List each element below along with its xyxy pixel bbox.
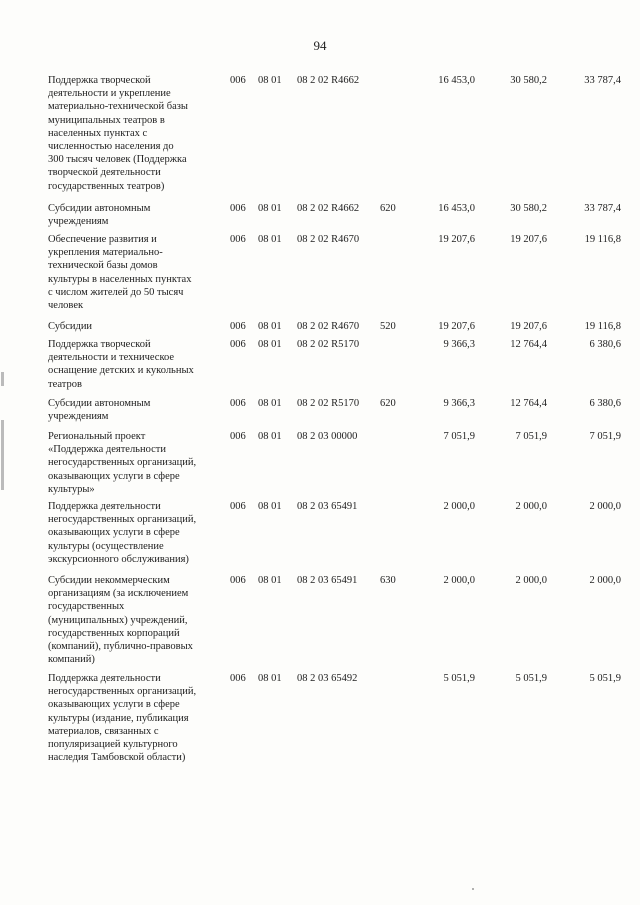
description-line: Региональный проект bbox=[48, 431, 146, 442]
adm-code: 006 bbox=[230, 339, 246, 350]
description-line: творческой деятельности bbox=[48, 167, 161, 179]
description-line: учреждениям bbox=[48, 216, 109, 228]
description-line: технической базы домов bbox=[48, 260, 158, 272]
description-line: деятельности и техническое bbox=[48, 352, 175, 364]
section-code: 08 01 bbox=[258, 431, 282, 442]
row-description bbox=[48, 430, 233, 496]
description-line: театров bbox=[48, 378, 82, 390]
description-line: экскурсионного обслуживания) bbox=[48, 553, 189, 565]
target-article: 08 2 03 65492 bbox=[297, 673, 358, 684]
target-article: 08 2 02 R4662 bbox=[297, 75, 360, 86]
amount-year-2: 2 000,0 bbox=[515, 575, 547, 586]
description-line: Субсидии автономным bbox=[48, 203, 151, 214]
amount-year-1: 2 000,0 bbox=[443, 501, 475, 512]
amount-year-2: 19 207,6 bbox=[510, 321, 547, 332]
description-line: с числом жителей до 50 тысяч bbox=[48, 286, 184, 298]
amount-year-3: 7 051,9 bbox=[589, 431, 621, 442]
adm-code: 006 bbox=[230, 575, 246, 586]
description-line: культуры (издание, публикация bbox=[48, 712, 189, 724]
amount-year-3: 33 787,4 bbox=[584, 203, 621, 214]
expense-type: 620 bbox=[380, 203, 396, 214]
adm-code: 006 bbox=[230, 501, 246, 512]
amount-year-3: 19 116,8 bbox=[584, 321, 621, 332]
description-line: популяризацией культурного bbox=[48, 739, 178, 751]
target-article: 08 2 03 00000 bbox=[297, 431, 358, 442]
description-line: Поддержка творческой bbox=[48, 339, 151, 350]
description-line: Поддержка творческой bbox=[48, 75, 151, 86]
amount-year-2: 5 051,9 bbox=[515, 673, 547, 684]
row-description bbox=[48, 574, 233, 666]
page-number: 94 bbox=[313, 38, 327, 53]
row-description bbox=[48, 233, 233, 312]
description-line: человек bbox=[48, 300, 84, 312]
description-line: культуры» bbox=[48, 483, 95, 495]
section-code: 08 01 bbox=[258, 234, 282, 245]
amount-year-2: 30 580,2 bbox=[510, 203, 547, 214]
description-line: Субсидии некоммерческим bbox=[48, 575, 170, 586]
description-line: оказывающих услуги в сфере bbox=[48, 470, 180, 482]
row-description bbox=[48, 74, 233, 193]
target-article: 08 2 03 65491 bbox=[297, 575, 358, 586]
row-description bbox=[48, 397, 233, 423]
description-line: Субсидии bbox=[48, 321, 93, 332]
description-line: негосударственных организаций, bbox=[48, 686, 197, 698]
amount-year-3: 2 000,0 bbox=[589, 501, 621, 512]
target-article: 08 2 02 R4662 bbox=[297, 203, 360, 214]
description-line: населенных пунктах с bbox=[48, 127, 148, 139]
amount-year-3: 33 787,4 bbox=[584, 75, 621, 86]
description-line: муниципальных театров в bbox=[48, 114, 165, 126]
amount-year-2: 7 051,9 bbox=[515, 431, 547, 442]
description-line: Поддержка деятельности bbox=[48, 501, 161, 512]
row-description bbox=[48, 500, 233, 566]
amount-year-3: 6 380,6 bbox=[589, 398, 621, 409]
target-article: 08 2 03 65491 bbox=[297, 501, 358, 512]
adm-code: 006 bbox=[230, 75, 246, 86]
section-code: 08 01 bbox=[258, 398, 282, 409]
target-article: 08 2 02 R4670 bbox=[297, 234, 360, 245]
adm-code: 006 bbox=[230, 431, 246, 442]
description-line: оказывающих услуги в сфере bbox=[48, 699, 180, 711]
description-line: (компаний), публично-правовых bbox=[48, 641, 193, 653]
amount-year-1: 16 453,0 bbox=[438, 203, 475, 214]
amount-year-2: 12 764,4 bbox=[510, 339, 547, 350]
expense-type: 630 bbox=[380, 575, 396, 586]
amount-year-1: 16 453,0 bbox=[438, 75, 475, 86]
amount-year-3: 6 380,6 bbox=[589, 339, 621, 350]
target-article: 08 2 02 R5170 bbox=[297, 398, 360, 409]
adm-code: 006 bbox=[230, 673, 246, 684]
description-line: (муниципальных) учреждений, bbox=[48, 614, 188, 626]
description-line: культуры в населенных пунктах bbox=[48, 273, 192, 285]
description-line: государственных корпораций bbox=[48, 627, 180, 639]
amount-year-2: 30 580,2 bbox=[510, 75, 547, 86]
row-description bbox=[48, 320, 233, 333]
description-line: учреждениям bbox=[48, 411, 109, 423]
scan-margin-mark bbox=[1, 372, 4, 386]
amount-year-1: 7 051,9 bbox=[443, 431, 475, 442]
adm-code: 006 bbox=[230, 234, 246, 245]
amount-year-2: 19 207,6 bbox=[510, 234, 547, 245]
description-line: материалов, связанных с bbox=[48, 725, 159, 737]
description-line: негосударственных организаций, bbox=[48, 457, 197, 469]
section-code: 08 01 bbox=[258, 673, 282, 684]
scan-margin-mark bbox=[1, 420, 4, 490]
description-line: государственных театров) bbox=[48, 180, 165, 192]
description-line: негосударственных организаций, bbox=[48, 514, 197, 526]
description-line: 300 тысяч человек (Поддержка bbox=[48, 154, 187, 166]
amount-year-1: 5 051,9 bbox=[443, 673, 475, 684]
description-line: оснащение детских и кукольных bbox=[48, 365, 194, 377]
description-line: культуры (осуществление bbox=[48, 540, 164, 552]
row-description bbox=[48, 672, 233, 764]
description-line: оказывающих услуги в сфере bbox=[48, 527, 180, 539]
row-description bbox=[48, 202, 233, 228]
amount-year-2: 12 764,4 bbox=[510, 398, 547, 409]
adm-code: 006 bbox=[230, 321, 246, 332]
amount-year-1: 19 207,6 bbox=[438, 321, 475, 332]
description-line: материально-технической базы bbox=[48, 101, 188, 113]
amount-year-2: 2 000,0 bbox=[515, 501, 547, 512]
adm-code: 006 bbox=[230, 203, 246, 214]
section-code: 08 01 bbox=[258, 339, 282, 350]
section-code: 08 01 bbox=[258, 575, 282, 586]
amount-year-1: 9 366,3 bbox=[443, 398, 475, 409]
description-line: Обеспечение развития и bbox=[48, 234, 157, 245]
expense-type: 520 bbox=[380, 321, 396, 332]
description-line: государственных bbox=[48, 601, 125, 613]
target-article: 08 2 02 R5170 bbox=[297, 339, 360, 350]
section-code: 08 01 bbox=[258, 75, 282, 86]
section-code: 08 01 bbox=[258, 501, 282, 512]
description-line: укрепления материально- bbox=[48, 247, 163, 259]
amount-year-1: 19 207,6 bbox=[438, 234, 475, 245]
adm-code: 006 bbox=[230, 398, 246, 409]
expense-type: 620 bbox=[380, 398, 396, 409]
description-line: наследия Тамбовской области) bbox=[48, 752, 186, 764]
description-line: деятельности и укрепление bbox=[48, 88, 171, 100]
description-line: организациям (за исключением bbox=[48, 588, 189, 600]
description-line: численностью населения до bbox=[48, 141, 174, 153]
row-description bbox=[48, 338, 233, 391]
description-line: «Поддержка деятельности bbox=[48, 444, 166, 456]
amount-year-1: 9 366,3 bbox=[443, 339, 475, 350]
amount-year-3: 5 051,9 bbox=[589, 673, 621, 684]
description-line: Поддержка деятельности bbox=[48, 673, 161, 684]
section-code: 08 01 bbox=[258, 203, 282, 214]
scan-speck bbox=[472, 888, 474, 890]
target-article: 08 2 02 R4670 bbox=[297, 321, 360, 332]
section-code: 08 01 bbox=[258, 321, 282, 332]
amount-year-1: 2 000,0 bbox=[443, 575, 475, 586]
amount-year-3: 19 116,8 bbox=[584, 234, 621, 245]
description-line: компаний) bbox=[48, 654, 95, 666]
description-line: Субсидии автономным bbox=[48, 398, 151, 409]
amount-year-3: 2 000,0 bbox=[589, 575, 621, 586]
